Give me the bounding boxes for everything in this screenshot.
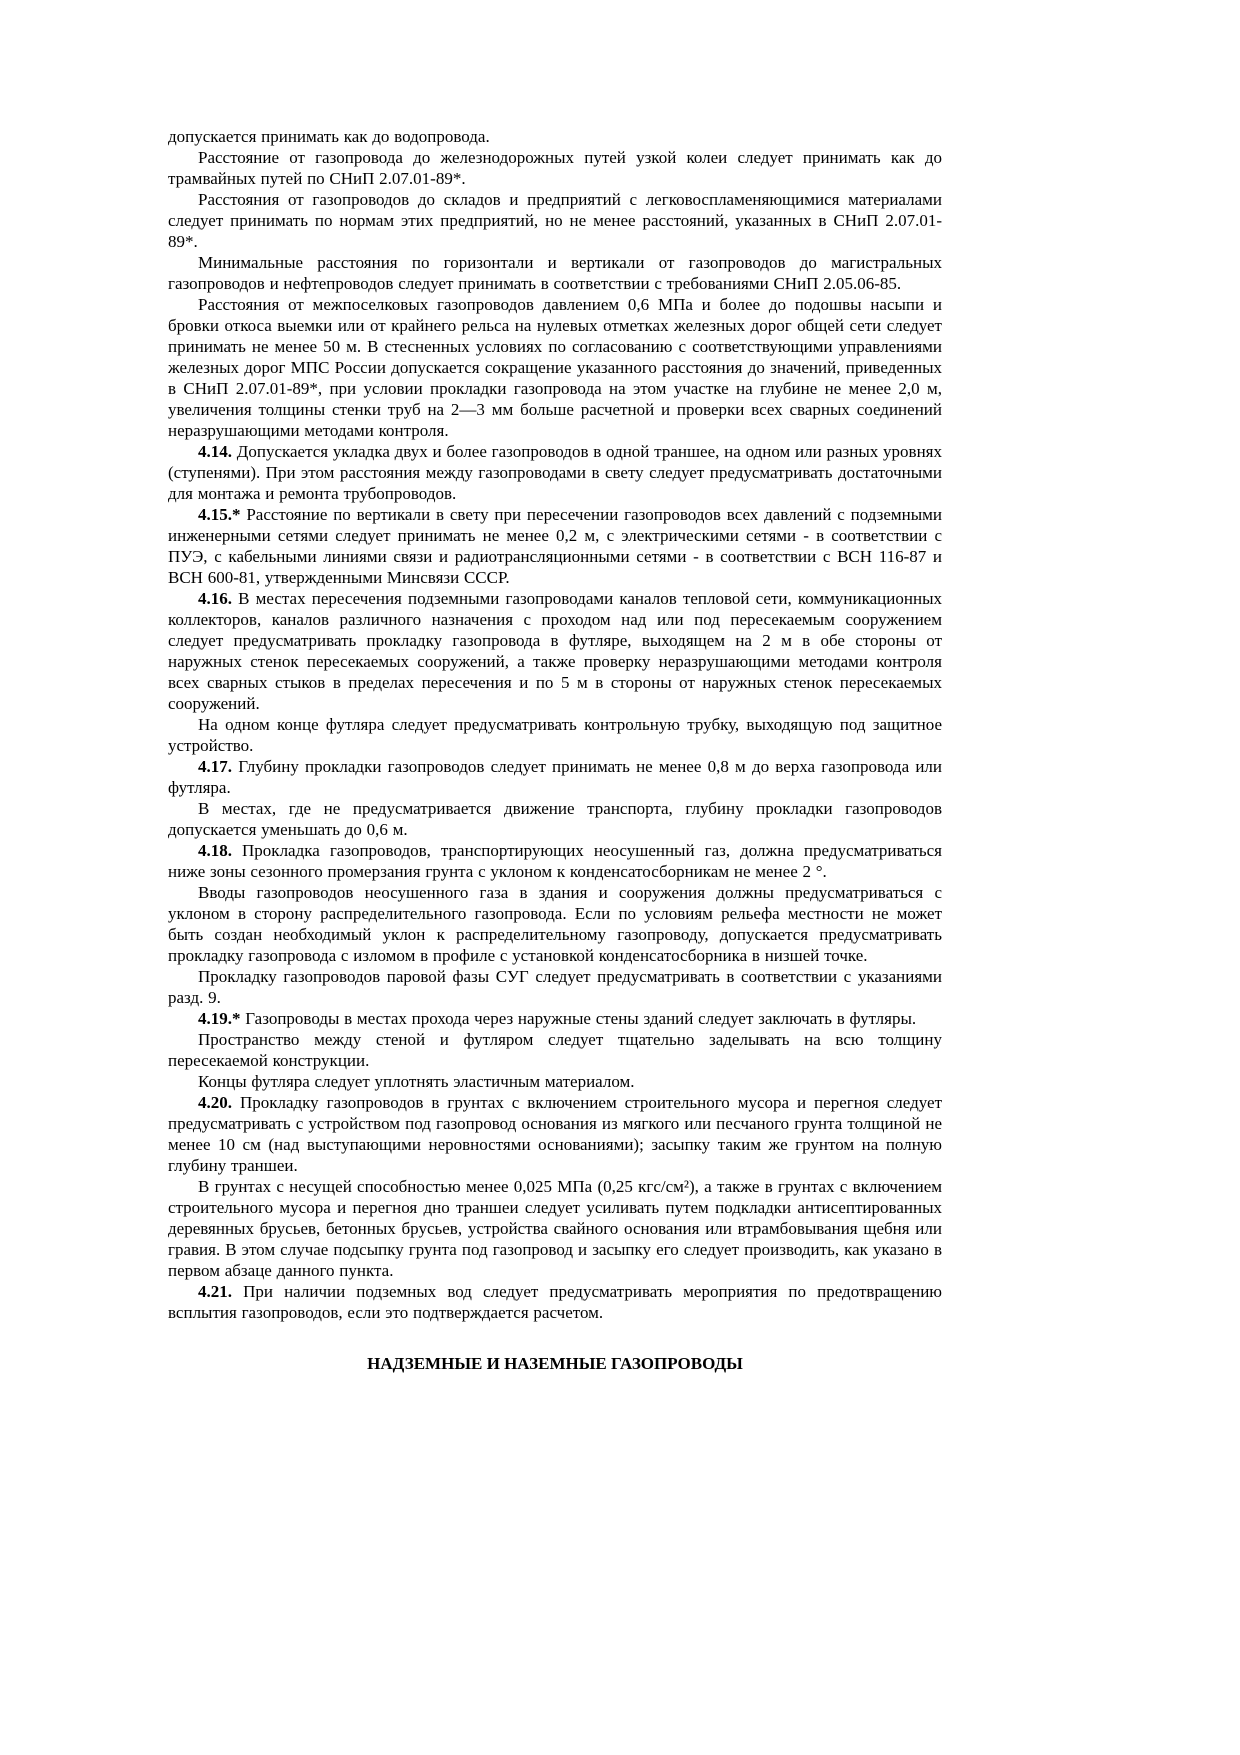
section-number: 4.21. (198, 1282, 232, 1301)
paragraph-text: Вводы газопроводов неосушенного газа в здания и сооружения должны предусматриваться с уклоном в сторону распределительного газопровода. Если по условиям рельефа местности не может быть создан необходимый уклон к распределительному газопроводу, допускается предусматривать прокладку газопровода с изломом в профиле с установкой конденсатосборника в низшей точке. (168, 883, 942, 965)
paragraph (168, 189, 942, 252)
paragraph (168, 966, 942, 1008)
paragraph (168, 588, 942, 714)
paragraph-text: Прокладку газопроводов в грунтах с включением строительного мусора и перегноя следует предусматривать с устройством под газопровод основания из мягкого или песчаного грунта толщиной не менее 10 см (над выступающими неровностями основаниями); засыпку таким же грунтом на полную глубину траншеи. (168, 1093, 942, 1175)
section-number: 4.18. (198, 841, 232, 860)
paragraph (168, 882, 942, 966)
paragraph (168, 1092, 942, 1176)
paragraph-text: Концы футляра следует уплотнять эластичным материалом. (198, 1072, 635, 1091)
section-number: 4.15.* (198, 505, 241, 524)
paragraph-text: В местах пересечения подземными газопроводами каналов тепловой сети, коммуникационных коллекторов, каналов различного назначения с проходом над или под пересекаемым сооружением следует предусматривать прокладку газопровода в футляре, выходящем на 2 м в обе стороны от наружных стенок пересекаемых сооружений, а также проверку неразрушающими методами контроля всех сварных стыков в пределах пересечения и по 5 м в стороны от наружных стенок пересекаемых сооружений. (168, 589, 942, 713)
paragraph (168, 798, 942, 840)
paragraph-text: Расстояния от межпоселковых газопроводов давлением 0,6 МПа и более до подошвы насыпи и бровки откоса выемки или от крайнего рельса на нулевых отметках железных дорог общей сети следует принимать не менее 50 м. В стесненных условиях по согласованию с соответствующими управлениями железных дорог МПС России допускается сокращение указанного расстояния до значений, приведенных в СНиП 2.07.01-89*, при условии прокладки газопровода на этом участке на глубине не менее 2,0 м, увеличения толщины стенки труб на 2—3 мм больше расчетной и проверки всех сварных соединений неразрушающими методами контроля. (168, 295, 942, 440)
section-number: 4.16. (198, 589, 232, 608)
paragraph-text: Допускается укладка двух и более газопроводов в одной траншее, на одном или разных уровнях (ступенями). При этом расстояния между газопроводами в свету следует предусматривать достаточными для монтажа и ремонта трубопроводов. (168, 442, 942, 503)
paragraph (168, 1008, 942, 1029)
section-number: 4.20. (198, 1093, 232, 1112)
paragraph (168, 840, 942, 882)
paragraph-text: В местах, где не предусматривается движение транспорта, глубину прокладки газопроводов допускается уменьшать до 0,6 м. (168, 799, 942, 839)
paragraph-text: На одном конце футляра следует предусматривать контрольную трубку, выходящую под защитное устройство. (168, 715, 942, 755)
paragraph (168, 756, 942, 798)
paragraph (168, 714, 942, 756)
paragraph (168, 441, 942, 504)
paragraph (168, 294, 942, 441)
section-number: 4.14. (198, 442, 232, 461)
paragraph (168, 1071, 942, 1092)
paragraph-text: Пространство между стеной и футляром следует тщательно заделывать на всю толщину пересекаемой конструкции. (168, 1030, 942, 1070)
paragraph-text: Прокладка газопроводов, транспортирующих неосушенный газ, должна предусматриваться ниже зоны сезонного промерзания грунта с уклоном к конденсатосборникам не менее 2 °. (168, 841, 942, 881)
paragraph-text: Газопроводы в местах прохода через наружные стены зданий следует заключать в футляры. (240, 1009, 917, 1028)
paragraph (168, 1176, 942, 1281)
section-heading: НАДЗЕМНЫЕ И НАЗЕМНЫЕ ГАЗОПРОВОДЫ (367, 1354, 743, 1373)
section-number: 4.19.* (198, 1009, 241, 1028)
paragraph (168, 504, 942, 588)
paragraph-text: Расстояния от газопроводов до складов и предприятий с легковоспламеняющимися материалами следует принимать по нормам этих предприятий, но не менее расстояний, указанных в СНиП 2.07.01-89*. (168, 190, 942, 251)
paragraph-text: В грунтах с несущей способностью менее 0,025 МПа (0,25 кгс/см²), а также в грунтах с включением строительного мусора и перегноя дно траншеи следует усиливать путем подкладки антисептированных деревянных брусьев, бетонных брусьев, устройства свайного основания или втрамбовывания щебня или гравия. В этом случае подсыпку грунта под газопровод и засыпку его следует производить, как указано в первом абзаце данного пункта. (168, 1177, 942, 1280)
paragraph-text: Прокладку газопроводов паровой фазы СУГ следует предусматривать в соответствии с указаниями разд. 9. (168, 967, 942, 1007)
paragraph (168, 1029, 942, 1071)
paragraph-text: Расстояние по вертикали в свету при пересечении газопроводов всех давлений с подземными инженерными сетями следует принимать не менее 0,2 м, с электрическими сетями - в соответствии с ПУЭ, с кабельными линиями связи и радиотрансляционными сетями - в соответствии с ВСН 116-87 и ВСН 600-81, утвержденными Минсвязи СССР. (168, 505, 942, 587)
paragraph-text: Глубину прокладки газопроводов следует принимать не менее 0,8 м до верха газопровода или футляра. (168, 757, 942, 797)
paragraph (168, 147, 942, 189)
paragraph-text: допускается принимать как до водопровода. (168, 127, 490, 146)
paragraph-text: Минимальные расстояния по горизонтали и вертикали от газопроводов до магистральных газопроводов и нефтепроводов следует принимать в соответствии с требованиями СНиП 2.05.06-85. (168, 253, 942, 293)
paragraph (168, 126, 942, 147)
section-number: 4.17. (198, 757, 232, 776)
paragraph (168, 252, 942, 294)
paragraph-text: При наличии подземных вод следует предусматривать мероприятия по предотвращению всплытия газопроводов, если это подтверждается расчетом. (168, 1282, 942, 1322)
paragraph-text: Расстояние от газопровода до железнодорожных путей узкой колеи следует принимать как до трамвайных путей по СНиП 2.07.01-89*. (168, 148, 942, 188)
paragraph (168, 1281, 942, 1323)
